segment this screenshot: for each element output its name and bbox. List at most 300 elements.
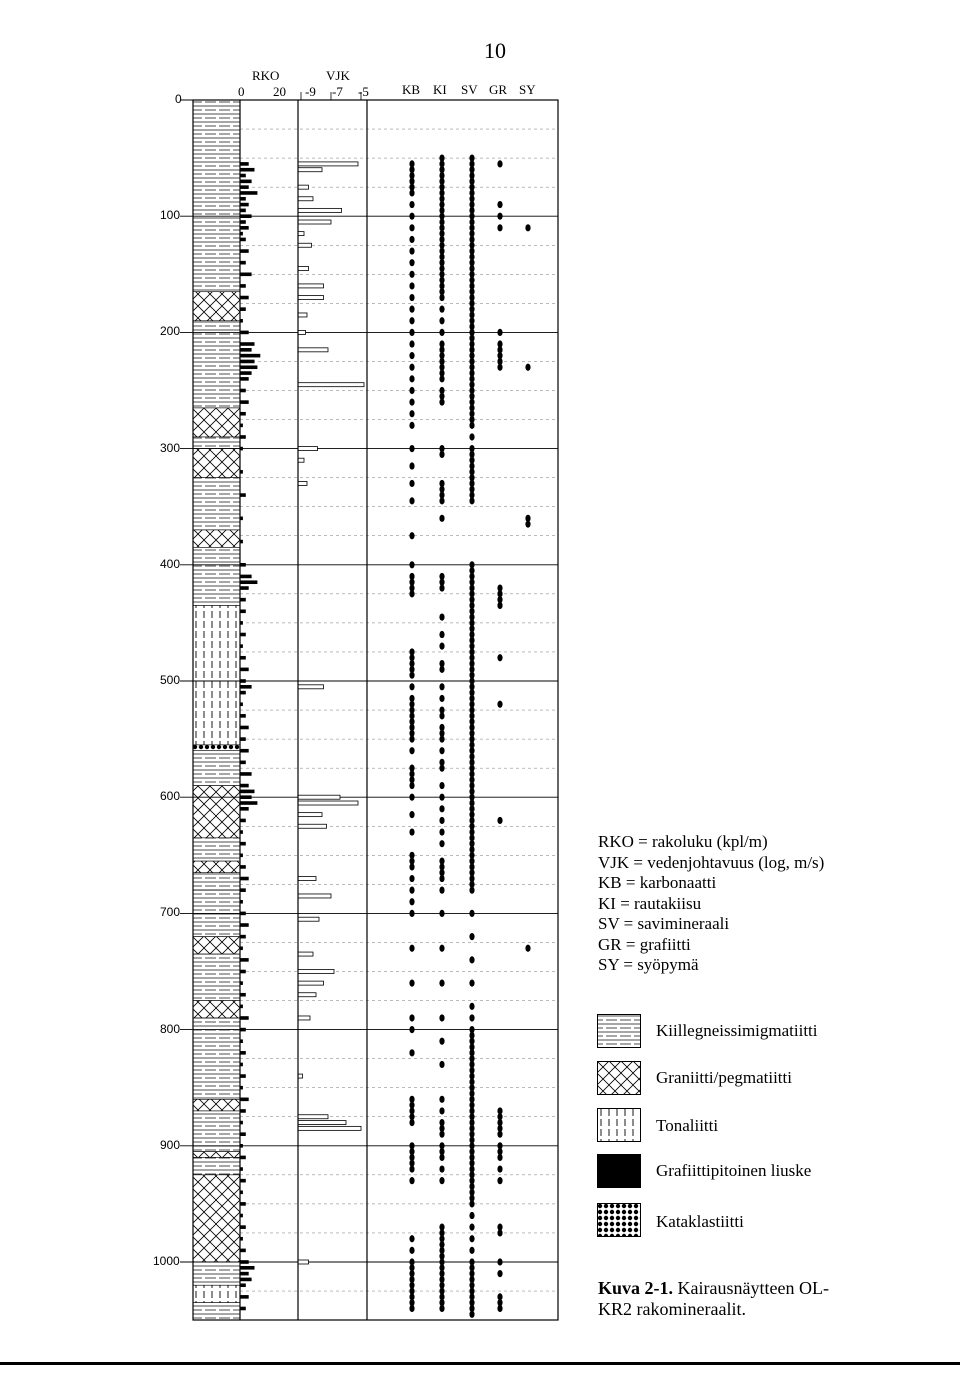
mineral-dot-sv <box>469 433 474 440</box>
key-gr: GR = grafiitti <box>598 934 691 954</box>
fracture-bar <box>240 1307 246 1311</box>
mineral-dot-kb <box>409 875 414 882</box>
mineral-dot-kb <box>409 683 414 690</box>
key-ki: KI = rautakiisu <box>598 893 702 913</box>
mineral-dot-kb <box>409 1165 414 1172</box>
mineral-dot-gr <box>497 1270 502 1277</box>
lithology-interval-graniitti <box>193 786 240 838</box>
conductivity-bar <box>298 220 331 224</box>
mineral-dot-ki <box>439 765 444 772</box>
fracture-bar <box>240 1278 252 1282</box>
mineral-dot-kb <box>409 898 414 905</box>
mineral-dot-ki <box>439 980 444 987</box>
conductivity-bar <box>298 877 316 881</box>
mineral-dot-sy <box>525 945 530 952</box>
legend-label-kataklastiitti: Kataklastiitti <box>656 1212 744 1231</box>
mineral-dot-gr <box>497 224 502 231</box>
fracture-bar <box>240 1016 249 1020</box>
mineral-dot-kb <box>409 980 414 987</box>
lithology-interval-kataklastiitti <box>193 745 240 751</box>
mineral-dot-sv <box>469 956 474 963</box>
mineral-dot-ki <box>439 945 444 952</box>
fracture-bar <box>240 575 252 579</box>
mineral-dot-sv <box>469 1014 474 1021</box>
fracture-bar <box>240 1266 255 1270</box>
legend-label-graniitti: Graniitti/pegmatiitti <box>656 1068 792 1087</box>
fracture-bar <box>240 226 249 230</box>
mineral-dot-sv <box>469 980 474 987</box>
fracture-histogram <box>240 162 260 1310</box>
figure-caption <box>598 1278 938 1320</box>
mineral-dot-ki <box>439 817 444 824</box>
fracture-bar <box>240 877 249 881</box>
fracture-bar <box>240 1283 246 1287</box>
fracture-bar <box>240 273 252 277</box>
conductivity-bar <box>298 685 324 689</box>
fracture-bar <box>240 609 246 613</box>
mineral-dot-ki <box>439 794 444 801</box>
mineral-dot-kb <box>409 1247 414 1254</box>
legend-swatch-tonaliitti <box>597 1108 641 1142</box>
mineral-dot-ki <box>439 613 444 620</box>
conductivity-bar <box>298 813 322 817</box>
fracture-bar <box>240 685 252 689</box>
mineral-dot-ki <box>439 515 444 522</box>
mineral-dot-gr <box>497 213 502 220</box>
mineral-dot-kb <box>409 224 414 231</box>
mineral-dot-ki <box>439 1131 444 1138</box>
mineral-dot-ki <box>439 782 444 789</box>
mineral-dot-ki <box>439 805 444 812</box>
depth-label-100: 100 <box>160 208 181 223</box>
mineral-dot-kb <box>409 910 414 917</box>
mineral-dot-ki <box>439 451 444 458</box>
fracture-bar <box>240 238 246 242</box>
fracture-bar <box>240 580 257 584</box>
conductivity-bar <box>298 1260 309 1264</box>
depth-label-800: 800 <box>160 1021 181 1036</box>
mineral-dot-ki <box>439 712 444 719</box>
lithology-interval-graniitti <box>193 530 240 547</box>
mineral-dot-sy <box>525 364 530 371</box>
fracture-bar <box>240 633 246 637</box>
caption-line-1: Kairausnäytteen OL- <box>677 1278 829 1298</box>
fracture-bar <box>240 348 252 352</box>
conductivity-bar <box>298 894 331 898</box>
mineral-dot-gr <box>497 602 502 609</box>
caption-label: Kuva 2-1. <box>598 1278 674 1298</box>
conductivity-bar <box>298 481 307 485</box>
mineral-dot-gr <box>497 654 502 661</box>
mineral-dot-ki <box>439 1177 444 1184</box>
rko-header: RKO <box>252 68 280 83</box>
lithology-interval-kiillegneissi <box>193 100 240 292</box>
lithology-interval-kiillegneissi <box>193 437 240 449</box>
conductivity-bar <box>298 824 327 828</box>
fracture-bar <box>240 435 246 439</box>
lithology-interval-graniitti <box>193 1175 240 1262</box>
mineral-header-sy: SY <box>519 82 536 97</box>
fracture-bar <box>240 865 246 869</box>
mineral-dot-kb <box>409 410 414 417</box>
mineral-dot-kb <box>409 282 414 289</box>
depth-label-0: 0 <box>175 92 182 106</box>
mineral-dot-kb <box>409 317 414 324</box>
fracture-bar <box>240 935 246 939</box>
vjk-header: VJK <box>326 68 350 83</box>
mineral-dot-gr <box>497 1258 502 1265</box>
depth-label-900: 900 <box>160 1137 181 1152</box>
rko-tick-max: 20 <box>273 84 286 99</box>
mineral-dot-kb <box>409 782 414 789</box>
depth-label-500: 500 <box>160 673 181 687</box>
mineral-dot-kb <box>409 887 414 894</box>
mineral-dot-sv <box>469 1003 474 1010</box>
lithology-interval-graniitti <box>193 408 240 437</box>
fracture-bar <box>240 1225 246 1229</box>
fracture-bar <box>240 912 246 916</box>
fracture-bar <box>240 656 246 660</box>
fracture-bar <box>240 1202 246 1206</box>
conductivity-bar <box>298 917 319 921</box>
depth-label-300: 300 <box>160 440 181 455</box>
mineral-dot-sv <box>469 1311 474 1318</box>
fracture-bar <box>240 209 246 213</box>
conductivity-bar <box>298 185 309 189</box>
lithology-interval-graniitti <box>193 1099 240 1111</box>
depth-label-700: 700 <box>160 905 181 920</box>
mineral-dot-ki <box>439 497 444 504</box>
depth-label-600: 600 <box>160 789 181 804</box>
mineral-dot-kb <box>409 811 414 818</box>
lithology-interval-kiillegneissi <box>193 1157 240 1174</box>
mineral-dot-ki <box>439 294 444 301</box>
depth-label-1000: 1000 <box>153 1254 180 1268</box>
fracture-bar <box>240 1051 246 1055</box>
fracture-bar <box>240 197 246 201</box>
fracture-bar <box>240 958 249 962</box>
fracture-bar <box>240 801 257 805</box>
mineral-dot-ki <box>439 1165 444 1172</box>
conductivity-bar <box>298 458 304 462</box>
fracture-bar <box>240 389 246 393</box>
fracture-bar <box>240 203 249 207</box>
fracture-bar <box>240 400 249 404</box>
fracture-bar <box>240 598 246 602</box>
conductivity-bar <box>298 243 312 247</box>
legend-label-kiillegneissi: Kiillegneissimigmatiitti <box>656 1021 818 1040</box>
mineral-dot-gr <box>497 817 502 824</box>
fracture-bar <box>240 168 255 172</box>
mineral-dot-kb <box>409 236 414 243</box>
conductivity-bar <box>298 795 340 799</box>
lithology-interval-kiillegneissi <box>193 1018 240 1099</box>
mineral-dot-ki <box>439 584 444 591</box>
mineral-dot-ki <box>439 828 444 835</box>
mineral-dot-kb <box>409 1235 414 1242</box>
fracture-bar <box>240 691 246 695</box>
mineral-dot-kb <box>409 422 414 429</box>
lithology-interval-tonaliitti <box>193 1285 240 1302</box>
mineral-dot-ki <box>439 399 444 406</box>
fracture-bar <box>240 1109 246 1113</box>
mineral-dot-columns <box>409 155 530 1318</box>
fracture-bar <box>240 761 246 765</box>
mineral-dot-kb <box>409 189 414 196</box>
fracture-bar <box>240 790 255 794</box>
conductivity-bar <box>298 1016 310 1020</box>
mineral-dot-ki <box>439 1154 444 1161</box>
mineral-dot-kb <box>409 828 414 835</box>
conductivity-bar <box>298 801 358 805</box>
mineral-dot-kb <box>409 329 414 336</box>
fracture-bar <box>240 563 246 567</box>
key-kb: KB = karbonaatti <box>598 873 717 892</box>
fracture-bar <box>240 1295 249 1299</box>
mineral-dot-ki <box>439 683 444 690</box>
mineral-dot-ki <box>439 840 444 847</box>
mineral-dot-sv <box>469 497 474 504</box>
fracture-bar <box>240 180 252 184</box>
legend-swatch-kataklastiitti <box>597 1203 641 1237</box>
conductivity-bar <box>298 162 358 166</box>
fracture-bar <box>240 493 246 497</box>
fracture-bar <box>240 220 246 224</box>
vjk-tick-mid: -7 <box>332 84 343 99</box>
mineral-dot-ki <box>439 1096 444 1103</box>
mineral-dot-ki <box>439 329 444 336</box>
mineral-header-ki: KI <box>433 82 447 97</box>
fracture-bar <box>240 377 249 381</box>
mineral-dot-kb <box>409 497 414 504</box>
mineral-dot-kb <box>409 259 414 266</box>
mineral-dot-kb <box>409 352 414 359</box>
mineral-dot-kb <box>409 1014 414 1021</box>
mineral-dot-ki <box>439 1038 444 1045</box>
abbreviation-key <box>598 832 824 976</box>
mineral-dot-ki <box>439 1014 444 1021</box>
fracture-bar <box>240 214 252 218</box>
mineral-header-gr: GR <box>489 82 508 97</box>
mineral-dot-kb <box>409 213 414 220</box>
lithology-column <box>193 100 240 1320</box>
conductivity-bar <box>298 330 306 334</box>
lithology-interval-kiillegneissi <box>193 1262 240 1285</box>
mineral-dot-kb <box>409 1049 414 1056</box>
mineral-dot-kb <box>409 399 414 406</box>
fracture-bar <box>240 749 249 753</box>
key-vjk: VJK = vedenjohtavuus (log, m/s) <box>598 852 825 872</box>
conductivity-bar <box>298 970 334 974</box>
fracture-bar <box>240 737 246 741</box>
fracture-bar <box>240 1028 246 1032</box>
fracture-bar <box>240 296 249 300</box>
mineral-dot-kb <box>409 736 414 743</box>
conductivity-bar <box>298 1126 361 1130</box>
lithology-interval-kiillegneissi <box>193 547 240 605</box>
lithology-interval-kiillegneissi <box>193 954 240 1000</box>
mineral-dot-sv <box>469 887 474 894</box>
fracture-bar <box>240 371 252 375</box>
mineral-dot-ki <box>439 910 444 917</box>
mineral-dot-kb <box>409 1177 414 1184</box>
fracture-bar <box>240 668 249 672</box>
fracture-bar <box>240 772 252 776</box>
fracture-bar <box>240 714 246 718</box>
fracture-bar <box>240 185 249 189</box>
caption-line-2: KR2 rakomineraalit. <box>598 1299 746 1319</box>
mineral-dot-gr <box>497 1229 502 1236</box>
fracture-bar <box>240 1179 246 1183</box>
fracture-bar <box>240 1156 246 1160</box>
mineral-dot-kb <box>409 1305 414 1312</box>
vjk-tick-left: -9 <box>305 84 316 99</box>
fracture-bar <box>240 1098 249 1102</box>
fracture-bar <box>240 726 249 730</box>
mineral-dot-kb <box>409 247 414 254</box>
conductivity-bar <box>298 313 307 317</box>
mineral-dot-gr <box>497 329 502 336</box>
mineral-dot-kb <box>409 201 414 208</box>
mineral-dot-ki <box>439 1061 444 1068</box>
mineral-dot-ki <box>439 875 444 882</box>
mineral-dot-ki <box>439 631 444 638</box>
lithology-interval-kiillegneissi <box>193 751 240 786</box>
fracture-bar <box>240 807 249 811</box>
fracture-bar <box>240 162 249 166</box>
lithology-interval-graniitti <box>193 292 240 321</box>
mineral-dot-kb <box>409 480 414 487</box>
fracture-bar <box>240 249 249 253</box>
mineral-dot-gr <box>497 1154 502 1161</box>
conductivity-bar <box>298 952 313 956</box>
mineral-header-kb: KB <box>402 82 421 97</box>
legend-swatch-grafiitti <box>597 1154 641 1188</box>
page-bottom-rule <box>0 1362 960 1365</box>
conductivity-bar <box>298 208 342 212</box>
mineral-dot-ki <box>439 887 444 894</box>
fracture-bar <box>240 993 246 997</box>
lithology-interval-kiillegneissi <box>193 838 240 861</box>
lithology-interval-graniitti <box>193 1152 240 1158</box>
mineral-dot-ki <box>439 695 444 702</box>
fracture-bar <box>240 365 257 369</box>
mineral-dot-gr <box>497 1177 502 1184</box>
key-sy: SY = syöpymä <box>598 955 699 974</box>
mineral-dot-kb <box>409 364 414 371</box>
conductivity-bar <box>298 296 324 300</box>
mineral-dot-ki <box>439 317 444 324</box>
mineral-dot-gr <box>497 1131 502 1138</box>
fracture-bar <box>240 331 249 335</box>
mineral-dot-ki <box>439 375 444 382</box>
legend-label-tonaliitti: Tonaliitti <box>656 1116 719 1135</box>
fracture-bar <box>240 412 246 416</box>
conductivity-bar <box>298 1121 346 1125</box>
mineral-dot-ki <box>439 747 444 754</box>
legend-label-grafiitti: Grafiittipitoinen liuske <box>656 1161 812 1180</box>
mineral-dot-kb <box>409 747 414 754</box>
fracture-bar <box>240 307 246 311</box>
conductivity-bar <box>298 348 328 352</box>
conductivity-bar <box>298 1074 303 1078</box>
mineral-dot-gr <box>497 1165 502 1172</box>
lithology-interval-graniitti <box>193 449 240 478</box>
mineral-dot-sv <box>469 1247 474 1254</box>
mineral-dot-ki <box>439 643 444 650</box>
mineral-dot-sv <box>469 1200 474 1207</box>
rko-tick-min: 0 <box>238 84 245 99</box>
legend-swatch-kiillegneissi <box>597 1014 641 1048</box>
mineral-dot-sv <box>469 933 474 940</box>
lithology-interval-graniitti <box>193 861 240 873</box>
conductivity-bar <box>298 168 322 172</box>
mineral-dot-sv <box>469 422 474 429</box>
fracture-bar <box>240 1132 246 1136</box>
fracture-bar <box>240 360 255 364</box>
lithology-interval-kiillegneissi <box>193 873 240 890</box>
mineral-dot-gr <box>497 364 502 371</box>
fracture-bar <box>240 261 246 265</box>
fracture-bar <box>240 1272 249 1276</box>
fracture-bar <box>240 923 249 927</box>
mineral-dot-kb <box>409 445 414 452</box>
mineral-dot-gr <box>497 160 502 167</box>
mineral-dot-gr <box>497 701 502 708</box>
mineral-dot-kb <box>409 1119 414 1126</box>
fracture-bar <box>240 1260 249 1264</box>
fracture-bar <box>240 284 246 288</box>
fracture-bar <box>240 1249 246 1253</box>
fracture-bar <box>240 819 246 823</box>
conductivity-bar <box>298 383 364 387</box>
conductivity-bars <box>298 92 364 1264</box>
conductivity-bar <box>298 993 316 997</box>
fracture-bar <box>240 174 246 178</box>
lithology-interval-kiillegneissi <box>193 321 240 408</box>
mineral-dot-kb <box>409 306 414 313</box>
mineral-dot-kb <box>409 271 414 278</box>
mineral-dot-sv <box>469 910 474 917</box>
fracture-bar <box>240 342 255 346</box>
mineral-dot-ki <box>439 306 444 313</box>
fracture-bar <box>240 1074 246 1078</box>
mineral-dot-kb <box>409 794 414 801</box>
page-number: 10 <box>484 38 506 63</box>
mineral-dot-gr <box>497 1305 502 1312</box>
mineral-dot-kb <box>409 945 414 952</box>
mineral-dot-kb <box>409 387 414 394</box>
fracture-bar <box>240 586 249 590</box>
legend-swatch-graniitti <box>597 1061 641 1095</box>
depth-label-400: 400 <box>160 556 181 571</box>
conductivity-bar <box>298 266 309 270</box>
fracture-bar <box>240 888 246 892</box>
mineral-dot-kb <box>409 532 414 539</box>
mineral-dot-kb <box>409 863 414 870</box>
mineral-dot-kb <box>409 561 414 568</box>
key-rko: RKO = rakoluku (kpl/m) <box>598 832 768 851</box>
lithology-interval-graniitti <box>193 1001 240 1018</box>
fracture-bar <box>240 795 252 799</box>
fracture-bar <box>240 842 246 846</box>
lithology-interval-tonaliitti <box>193 605 240 744</box>
fracture-bar <box>240 970 246 974</box>
mineral-dot-sv <box>469 1224 474 1231</box>
fracture-bar <box>240 679 246 683</box>
mineral-header-sv: SV <box>461 82 478 97</box>
mineral-dot-kb <box>409 375 414 382</box>
